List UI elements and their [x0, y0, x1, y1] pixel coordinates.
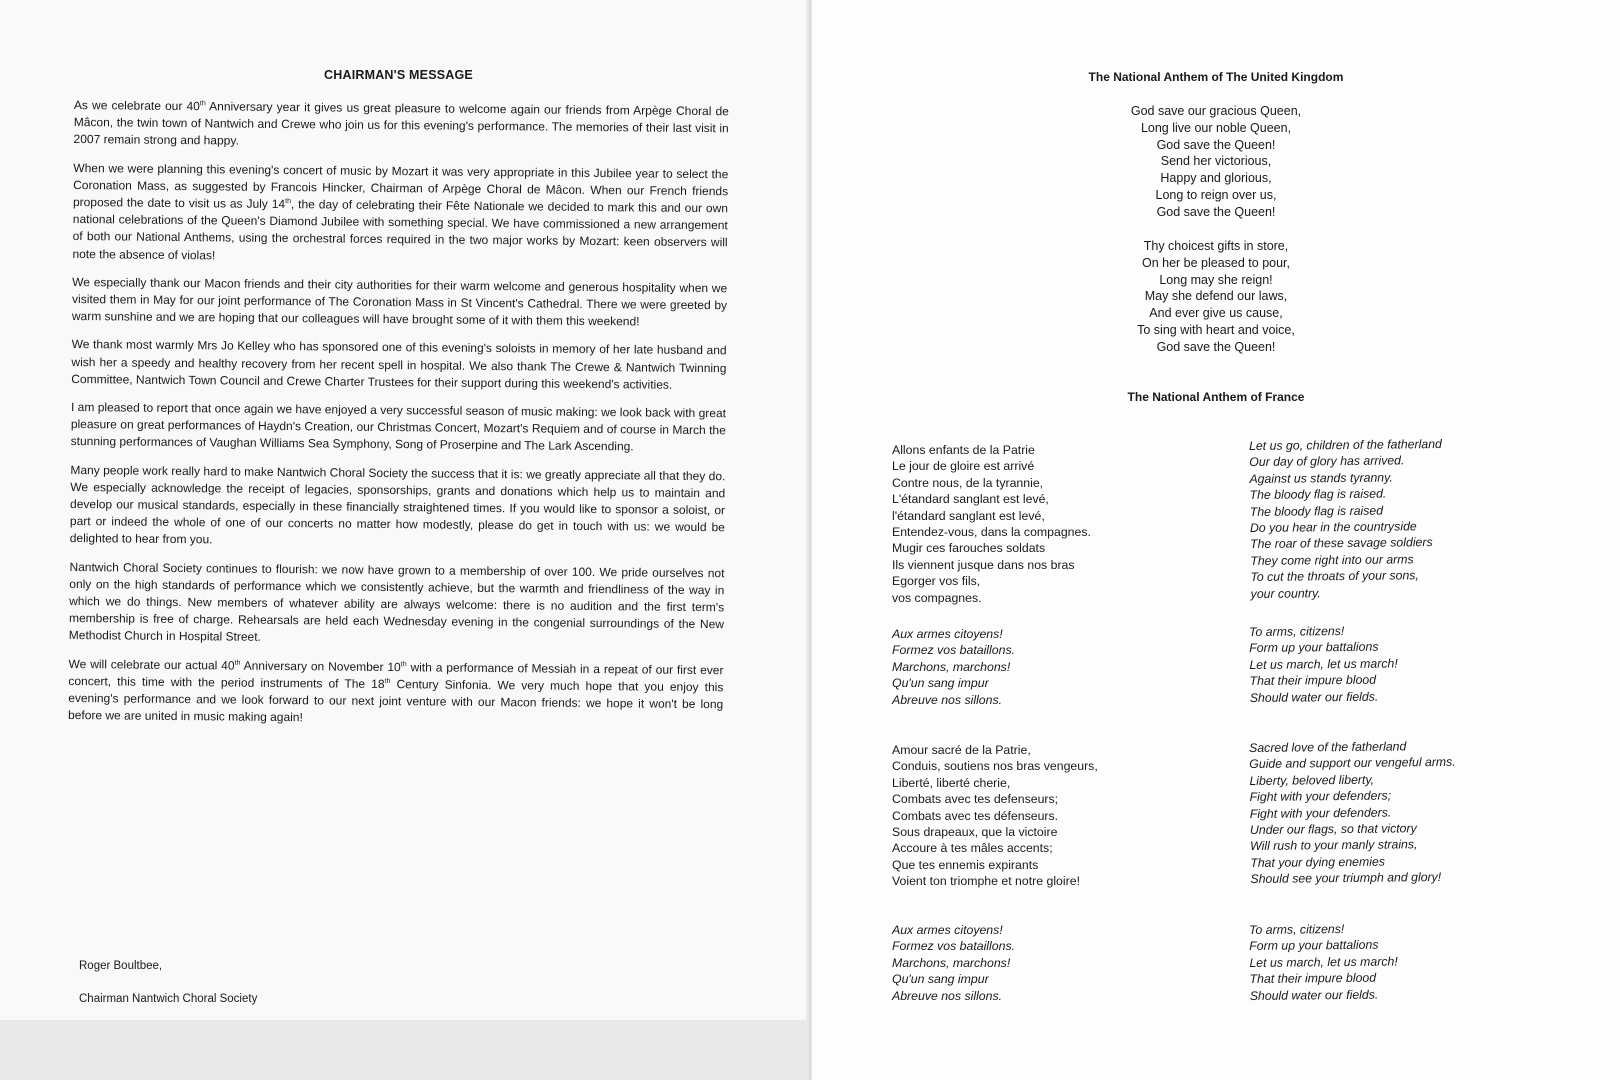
verse-line: Marchons, marchons!: [892, 659, 1011, 674]
verse-line: Conduis, soutiens nos bras vengeurs,: [892, 759, 1098, 774]
verse-line: Our day of glory has arrived.: [1249, 453, 1405, 470]
paragraph: We will celebrate our actual 40th Anniversary on November 10th with a performance of Messiah in a repeat of our first ever concert, this time with the period instruments of The 18th Century Sinfonia. We very much hope that you enjoy this evening's performance and we look forward to our next joint venture with our Macon friends: we hope it won't be long before we are united in music making again!: [67, 656, 724, 725]
verse-line: Mugir ces farouches soldats: [892, 541, 1046, 556]
verse-line: Form up your battalions: [1249, 938, 1379, 954]
verse-line: That their impure blood: [1249, 970, 1377, 987]
verse-line: Entendez-vous, dans la compagnes.: [892, 525, 1091, 540]
paragraph: We especially thank our Macon friends and their city authorities for their warm welcome and generous hospitality when we visited them in May for our joint performance of The Coronation Mass in St Vincent's Cathedral. There we were greeted by warm sunshine and we are hoping that our colleagues will have brought some of it with them this weekend!: [71, 274, 728, 329]
verse-line: Will rush to your manly strains,: [1250, 837, 1418, 854]
verse-line: Let us go, children of the fatherland: [1249, 436, 1442, 453]
verse-line: Marchons, marchons!: [892, 955, 1011, 970]
page-shadow: [0, 1020, 812, 1080]
verse-line: Liberty, beloved liberty,: [1249, 772, 1375, 788]
verse-line: Happy and glorious,: [1160, 171, 1272, 186]
verse-line: L'étandard sanglant est levé,: [892, 492, 1049, 507]
verse-line: May she defend our laws,: [1144, 289, 1288, 304]
verse-line: your country.: [1250, 585, 1321, 601]
france-anthem-title: The National Anthem of France: [1127, 390, 1305, 404]
verse-line: Let us march, let us march!: [1249, 954, 1398, 970]
paragraph: I am pleased to report that once again we have enjoyed a very successful season of music making: we look back with great pleasure on great performances of Haydn's Creation, our Christmas Concert, Mozart's Requiem and of course in March the stunning performances of Vaughan Williams Sea Symphony, Song of Proserpine and The Lark Ascending.: [70, 400, 727, 454]
verse-line: l'étandard sanglant est levé,: [892, 508, 1045, 523]
verse-line: God save the Queen!: [1156, 204, 1276, 219]
english-chorus-2: [1249, 920, 1398, 1004]
signature-name: Roger Boultbee,: [79, 960, 163, 972]
verse-line: To cut the throats of your sons,: [1250, 568, 1419, 585]
verse-line: To arms, citizens!: [1249, 922, 1345, 937]
uk-stanza-1: [812, 103, 1620, 221]
verse-line: Send her victorious,: [1160, 154, 1272, 169]
verse-line: Combats avec tes defenseurs;: [892, 792, 1059, 807]
verse-line: The bloody flag is raised.: [1249, 486, 1387, 503]
signature-role: Chairman Nantwich Choral Society: [79, 993, 258, 1005]
french-verse-1: [892, 442, 1091, 606]
verse-line: Abreuve nos sillons.: [892, 692, 1003, 707]
verse-line: To arms, citizens!: [1249, 624, 1345, 639]
verse-line: Under our flags, so that victory: [1249, 821, 1417, 838]
verse-line: Aux armes citoyens!: [892, 923, 1003, 937]
french-chorus-1: [892, 626, 1015, 708]
verse-line: God save our gracious Queen,: [1130, 104, 1302, 118]
verse-line: Should water our fields.: [1249, 987, 1379, 1003]
verse-line: Against us stands tyranny.: [1249, 470, 1393, 486]
english-verse-1: [1249, 436, 1444, 602]
verse-line: Liberté, liberté cherie,: [892, 775, 1011, 790]
verse-line: Qu'un sang impur: [892, 676, 989, 691]
verse-line: Qu'un sang impur: [892, 972, 989, 987]
verse-line: Que tes ennemis expirants: [892, 857, 1039, 872]
verse-line: Sous drapeaux, que la victoire: [892, 825, 1058, 840]
verse-line: Combats avec tes défenseurs.: [892, 808, 1059, 823]
verse-line: Long live our noble Queen,: [1140, 120, 1292, 135]
verse-line: Aux armes citoyens!: [892, 627, 1003, 641]
verse-line: Voient ton triomphe et notre gloire!: [892, 874, 1080, 889]
verse-line: And ever give us cause,: [1149, 306, 1283, 321]
chairman-title: CHAIRMAN'S MESSAGE: [324, 68, 473, 82]
verse-line: Long may she reign!: [1159, 272, 1273, 287]
verse-line: Thy choicest gifts in store,: [1143, 239, 1289, 253]
verse-line: God save the Queen!: [1156, 137, 1276, 152]
verse-line: vos compagnes.: [892, 590, 982, 605]
verse-line: Let us march, let us march!: [1249, 656, 1398, 672]
verse-line: That your dying enemies: [1250, 854, 1386, 870]
uk-anthem-title: The National Anthem of The United Kingdom: [1088, 70, 1344, 84]
verse-line: Contre nous, de la tyrannie,: [892, 475, 1044, 490]
verse-line: Fight with your defenders.: [1249, 805, 1392, 821]
verse-line: Sacred love of the fatherland: [1249, 739, 1407, 755]
verse-line: The roar of these savage soldiers: [1250, 535, 1433, 552]
verse-line: Should water our fields.: [1249, 689, 1379, 705]
verse-line: Abreuve nos sillons.: [892, 988, 1003, 1003]
verse-line: Formez vos bataillons.: [892, 939, 1016, 954]
verse-line: Form up your battalions: [1249, 640, 1379, 656]
verse-line: Do you hear in the countryside: [1249, 519, 1417, 536]
verse-line: Ils viennent jusque dans nos bras: [892, 557, 1075, 572]
verse-line: The bloody flag is raised: [1249, 503, 1384, 519]
verse-line: God save the Queen!: [1156, 339, 1276, 354]
verse-line: On her be pleased to pour,: [1141, 255, 1291, 270]
french-chorus-2: [892, 922, 1015, 1004]
paragraph: Nantwich Choral Society continues to flourish: we now have grown to a membership of over 100. We pride ourselves not only on the high standards of performance which we consistently achieve, but the warmth and friendliness of the way in which we do things. New members of whatever ability are always welcome: there is no audition and the first term's membership is free of charge. Rehearsals are held each Wednesday evening in the congenial surroundings of the New Methodist Church in Hospital Street.: [68, 559, 725, 645]
uk-stanza-2: [812, 238, 1620, 356]
verse-line: Formez vos bataillons.: [892, 643, 1016, 658]
paragraph: Many people work really hard to make Nantwich Choral Society the success that it is: we greatly appreciate all that they do. We especially acknowledge the receipt of legacies, sponsorships, grants and donations which help us to maintain and develop our musical standards, especially in these financially straightened times. If you would like to sponsor a soloist, or part or indeed the whole of one of our concerts no matter how modestly, please do get in touch with us: we would be delighted to hear from you.: [69, 462, 726, 547]
verse-line: Amour sacré de la Patrie,: [892, 743, 1031, 757]
verse-line: Long to reign over us,: [1155, 187, 1277, 202]
chairman-message-body: [68, 97, 729, 742]
verse-line: To sing with heart and voice,: [1137, 322, 1295, 337]
verse-line: Fight with your defenders;: [1249, 788, 1392, 805]
right-page: [812, 0, 1620, 1080]
verse-line: Le jour de gloire est arrivé: [892, 459, 1035, 474]
verse-line: Should see your triumph and glory!: [1250, 870, 1442, 887]
paragraph: As we celebrate our 40th Anniversary year it gives us great pleasure to welcome again our friends from Arpège Choral de Mâcon, the twin town of Nantwich and Crewe who join us for this evening's performance. The memories of their last visit in 2007 remain strong and happy.: [73, 97, 729, 148]
paragraph: We thank most warmly Mrs Jo Kelley who has sponsored one of this evening's soloists in memory of her late husband and wish her a speedy and healthy recovery from her recent spell in hospital. We also thank The Crewe & Nantwich Twinning Committee, Nantwich Town Council and Crewe Charter Trustees for their support during this weekend's activities.: [71, 337, 727, 392]
verse-line: They come right into our arms: [1250, 552, 1414, 568]
verse-line: Accoure à tes mâles accents;: [892, 841, 1053, 856]
verse-line: Allons enfants de la Patrie: [892, 443, 1035, 457]
english-chorus-1: [1249, 622, 1398, 706]
verse-line: That their impure blood: [1249, 672, 1377, 689]
verse-line: Egorger vos fils,: [892, 574, 981, 589]
verse-line: Guide and support our vengeful arms.: [1249, 755, 1456, 772]
french-verse-2: [892, 742, 1098, 890]
paragraph: When we were planning this evening's concert of music by Mozart it was very appropriate in this Jubilee year to select the Coronation Mass, as suggested by Francois Hincker, Chairman of Arpège Choral de Mâcon. When our French friends proposed the date to visit us as July 14th, the day of celebrating their Fête Nationale we decided to mark this and our own national celebrations of the Queen's Diamond Jubilee with something special. We have commissioned a new arrangement of both our National Anthems, using the orchestral forces required in the two major works by Mozart: keen observers will note the absence of violas!: [72, 160, 729, 262]
english-verse-2: [1249, 738, 1457, 888]
